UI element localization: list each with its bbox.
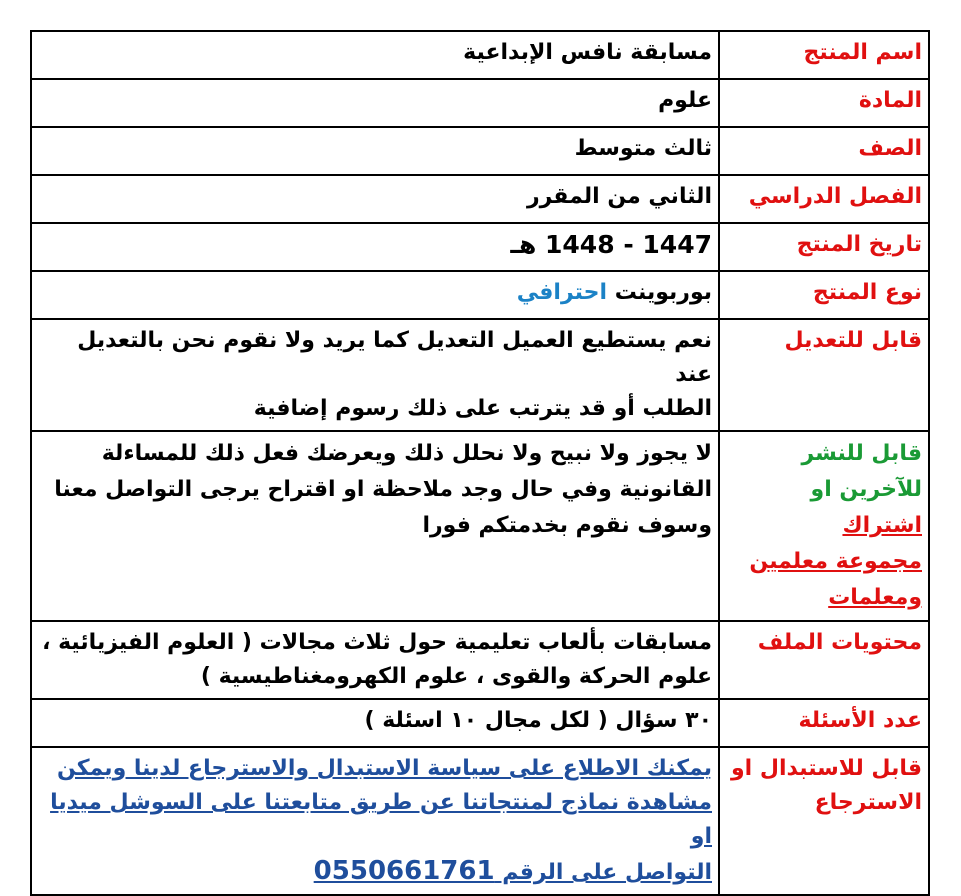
exchange-label bbox=[719, 747, 929, 895]
row-editable bbox=[31, 319, 929, 431]
questions-label: عدد الأسئلة bbox=[719, 699, 929, 747]
publishable-label bbox=[719, 431, 929, 621]
row-grade bbox=[31, 127, 929, 175]
product-name-value: مسابقة نافس الإبداعية bbox=[31, 31, 719, 79]
contents-line-2: علوم الحركة والقوى ، علوم الكهرومغناطيسية ) bbox=[200, 664, 712, 689]
exchange-label-line-1: قابل للاستبدال او bbox=[731, 756, 922, 781]
publishable-line-2: القانونية وفي حال وجد ملاحظة او اقتراح يرجى التواصل معنا bbox=[54, 477, 712, 502]
publishable-label-line-2 bbox=[728, 472, 922, 544]
row-subject bbox=[31, 79, 929, 127]
exchange-label-line-2: الاسترجاع bbox=[814, 790, 922, 815]
semester-label: الفصل الدراسي bbox=[719, 175, 929, 223]
exchange-line-1[interactable]: يمكنك الاطلاع على سياسة الاستبدال والاسترجاع لدينا ويمكن bbox=[56, 756, 712, 781]
publishable-label-line-1: قابل للنشر bbox=[801, 441, 922, 466]
publishable-label-others: للآخرين bbox=[839, 477, 922, 502]
exchange-value bbox=[31, 747, 719, 895]
type-label: نوع المنتج bbox=[719, 271, 929, 319]
publishable-line-3: وسوف نقوم بخدمتكم فورا bbox=[422, 513, 712, 538]
subject-label: المادة bbox=[719, 79, 929, 127]
exchange-line-2[interactable]: مشاهدة نماذج لمنتجاتنا عن طريق متابعتنا على السوشل ميديا او bbox=[50, 790, 712, 849]
row-questions bbox=[31, 699, 929, 747]
row-product-name bbox=[31, 31, 929, 79]
date-label: تاريخ المنتج bbox=[719, 223, 929, 271]
type-value-main: بوربوينت bbox=[607, 280, 712, 305]
row-date bbox=[31, 223, 929, 271]
publishable-label-line-4: ومعلمات bbox=[828, 585, 922, 610]
publishable-label-subscription: اشتراك bbox=[842, 513, 922, 538]
type-value-highlight: احترافي bbox=[516, 280, 608, 305]
questions-value: ٣٠ سؤال ( لكل مجال ١٠ اسئلة ) bbox=[31, 699, 719, 747]
contents-label: محتويات الملف bbox=[719, 621, 929, 699]
type-value bbox=[31, 271, 719, 319]
editable-line-2: الطلب أو قد يترتب على ذلك رسوم إضافية bbox=[253, 396, 712, 421]
row-exchange bbox=[31, 747, 929, 895]
contents-line-1: مسابقات بألعاب تعليمية حول ثلاث مجالات ( العلوم الفيزيائية ، bbox=[42, 630, 712, 655]
semester-value: الثاني من المقرر bbox=[31, 175, 719, 223]
editable-line-1: نعم يستطيع العميل التعديل كما يريد ولا نقوم نحن بالتعديل عند bbox=[77, 328, 712, 387]
grade-label: الصف bbox=[719, 127, 929, 175]
row-contents bbox=[31, 621, 929, 699]
exchange-line-3 bbox=[40, 854, 712, 890]
subject-value: علوم bbox=[31, 79, 719, 127]
editable-label: قابل للتعديل bbox=[719, 319, 929, 431]
row-type bbox=[31, 271, 929, 319]
contents-value bbox=[31, 621, 719, 699]
exchange-contact-text[interactable]: التواصل على الرقم bbox=[494, 860, 712, 885]
publishable-line-1: لا يجوز ولا نبيح ولا نحلل ذلك ويعرضك فعل ذلك للمساءلة bbox=[101, 441, 712, 466]
product-info-table bbox=[30, 30, 930, 896]
row-publishable bbox=[31, 431, 929, 621]
row-semester bbox=[31, 175, 929, 223]
publishable-label-line-3: مجموعة معلمين bbox=[749, 549, 922, 574]
editable-value bbox=[31, 319, 719, 431]
product-name-label: اسم المنتج bbox=[719, 31, 929, 79]
phone-number-link[interactable]: 0550661761 bbox=[313, 856, 495, 886]
publishable-label-or: او bbox=[810, 477, 840, 502]
date-value: 1447 - 1448 هـ bbox=[31, 223, 719, 271]
grade-value: ثالث متوسط bbox=[31, 127, 719, 175]
publishable-value bbox=[31, 431, 719, 621]
